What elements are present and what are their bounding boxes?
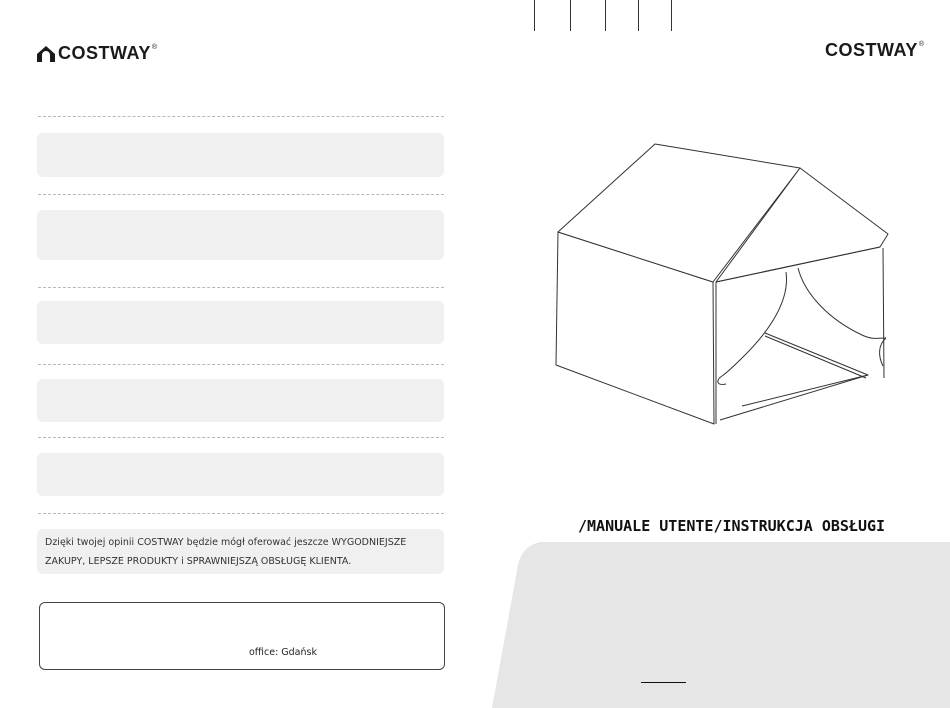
- divider: [38, 287, 444, 288]
- office-info-box: [39, 602, 445, 670]
- tab-mark: [570, 0, 571, 31]
- brand-name-right: COSTWAY: [825, 40, 918, 60]
- costway-logo-right: [825, 40, 925, 61]
- feedback-note: [37, 529, 444, 574]
- brand-name-left: COSTWAY: [58, 43, 151, 63]
- divider: [38, 513, 444, 514]
- feedback-note-line-2: ZAKUPY, LEPSZE PRODUKTY i SPRAWNIEJSZĄ OBSŁUGĘ KLIENTA.: [45, 556, 352, 567]
- office-label: office: Gdańsk: [249, 647, 317, 658]
- divider: [38, 116, 444, 117]
- underline-mark: [641, 682, 686, 683]
- registered-mark-left: ®: [151, 44, 158, 51]
- divider: [38, 364, 444, 365]
- manual-title: /MANUALE UTENTE/INSTRUKCJA OBSŁUGI: [578, 517, 886, 535]
- registered-mark-right: ®: [918, 41, 925, 48]
- form-field-3[interactable]: [37, 301, 444, 344]
- form-field-4[interactable]: [37, 379, 444, 422]
- tab-mark: [671, 0, 672, 31]
- form-field-2[interactable]: [37, 210, 444, 260]
- tab-mark: [534, 0, 535, 31]
- form-field-1[interactable]: [37, 133, 444, 177]
- form-field-5[interactable]: [37, 453, 444, 496]
- tab-mark: [605, 0, 606, 31]
- house-logo-icon: [36, 44, 56, 64]
- divider: [38, 194, 444, 195]
- house-tent-icon: [552, 140, 897, 430]
- tab-mark: [638, 0, 639, 31]
- costway-logo-left: [36, 43, 158, 64]
- divider: [38, 437, 444, 438]
- top-tab-marks: [534, 0, 674, 31]
- feedback-note-line-1: Dzięki twojej opinii COSTWAY będzie mógł oferować jeszcze WYGODNIEJSZE: [45, 537, 407, 548]
- grey-cover-panel: [490, 542, 950, 708]
